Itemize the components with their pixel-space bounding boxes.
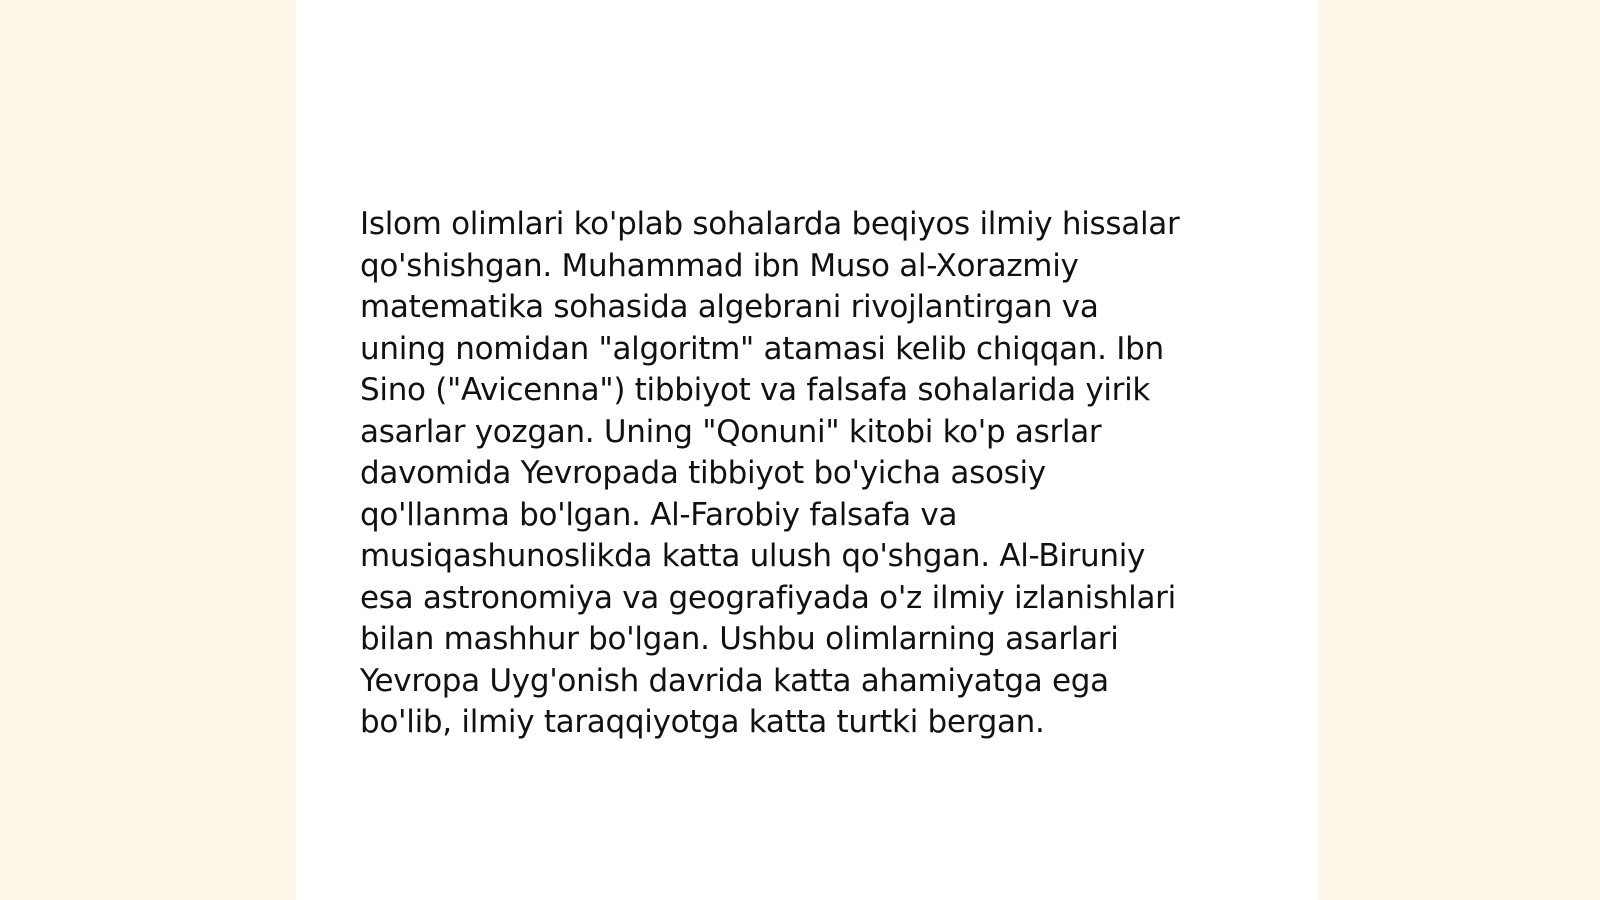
paragraph-line: esa astronomiya va geografiyada o'z ilmiy izlanishlari — [360, 579, 1176, 616]
paragraph-line: bo'lib, ilmiy taraqqiyotga katta turtki bergan. — [360, 704, 1045, 740]
paragraph-line: uning nomidan "algoritm" atamasi kelib chiqqan. Ibn — [360, 330, 1164, 367]
document-page — [296, 0, 1318, 900]
paragraph-line: Sino ("Avicenna") tibbiyot va falsafa sohalarida yirik — [360, 372, 1151, 408]
paragraph-line: matematika sohasida algebrani rivojlantirgan va — [360, 289, 1099, 325]
paragraph-line: qo'shishgan. Muhammad ibn Muso al-Xorazmiy — [360, 247, 1079, 284]
paragraph-line: Yevropa Uyg'onish davrida katta ahamiyatga ega — [360, 662, 1109, 699]
paragraph-line: Islom olimlari ko'plab sohalarda beqiyos ilmiy hissalar — [360, 206, 1180, 242]
paragraph-line: bilan mashhur bo'lgan. Ushbu olimlarning asarlari — [360, 621, 1119, 657]
paragraph-line: asarlar yozgan. Uning "Qonuni" kitobi ko'p asrlar — [360, 413, 1102, 450]
paragraph-line: musiqashunoslikda katta ulush qo'shgan. Al-Biruniy — [360, 538, 1146, 574]
paragraph-line: davomida Yevropada tibbiyot bo'yicha asosiy — [360, 455, 1046, 491]
body-paragraph — [360, 204, 1260, 744]
paragraph-line: qo'llanma bo'lgan. Al-Farobiy falsafa va — [360, 496, 958, 533]
